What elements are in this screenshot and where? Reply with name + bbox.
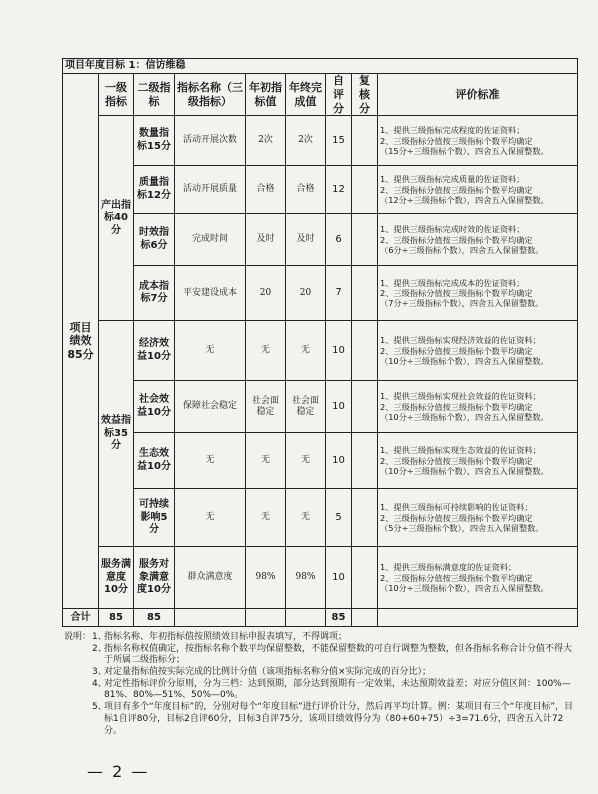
self-score: 15 <box>326 116 352 166</box>
review-score <box>352 166 378 214</box>
level2-cell: 成本指标7分 <box>134 266 175 321</box>
criteria-cell: 1、提供三级指标完成质量的佐证资料； 2、三级指标分值按三级指标个数平均确定 （12分÷三级指标个数），四舍五入保留整数。 <box>378 166 578 214</box>
indicator-name: 完成时间 <box>175 214 246 266</box>
total-level1: 85 <box>99 609 134 627</box>
level2-cell: 生态效益10分 <box>134 433 175 489</box>
initial-value: 2次 <box>246 116 286 166</box>
criteria-cell: 1、提供三级指标实现生态效益的佐证资料； 2、三级指标分值按三级指标个数平均确定 （10分÷三级指标个数），四舍五入保留整数。 <box>378 433 578 489</box>
group-benefit: 效益指标35分 <box>99 321 134 547</box>
table-row <box>63 321 578 381</box>
final-value: 20 <box>286 266 326 321</box>
indicator-name: 活动开展质量 <box>175 166 246 214</box>
initial-value: 无 <box>246 321 286 381</box>
criteria-cell: 1、提供三级指标满意度的佐证资料； 2、三级指标分值按三级指标个数平均确定 （10分÷三级指标个数），四舍五入保留整数。 <box>378 547 578 609</box>
total-self: 85 <box>326 609 352 627</box>
review-score <box>352 381 378 433</box>
final-value: 2次 <box>286 116 326 166</box>
notes-label: 说明： <box>64 632 92 642</box>
level2-cell: 服务对象满意度10分 <box>134 547 175 609</box>
total-label: 合计 <box>63 609 99 627</box>
empty-cell <box>378 609 578 627</box>
total-row <box>63 609 578 627</box>
final-value: 98% <box>286 547 326 609</box>
note-item: 2、 指标名称权值确定，按指标名称个数平均保留整数，不能保留整数的可自行调整为整数，但各指标名称合计分值不得大于所属二级指标分； <box>92 643 573 666</box>
self-score: 10 <box>326 547 352 609</box>
header-level1: 一级指标 <box>99 74 134 116</box>
note-item: 1、 指标名称、年初指标值按照绩效目标申报表填写，不得调项； <box>92 632 348 642</box>
self-score: 12 <box>326 166 352 214</box>
notes-section <box>64 632 574 737</box>
level1-cell: 服务满意度10分 <box>99 547 134 609</box>
self-score: 5 <box>326 489 352 547</box>
header-final: 年终完成值 <box>286 74 326 116</box>
final-value: 无 <box>286 321 326 381</box>
level2-cell: 社会效益10分 <box>134 381 175 433</box>
review-score <box>352 266 378 321</box>
group-project-performance: 项目绩效85分 <box>63 74 99 609</box>
initial-value: 社会面稳定 <box>246 381 286 433</box>
table-row <box>63 116 578 166</box>
header-name: 指标名称（三级指标） <box>175 74 246 116</box>
note-item: 4、 对定性指标评价分原则，分为三档：达到预期，部分达到预期有一定效果，未达预期效益差；对应分值区间：100%—81%、80%—51%、50%—0%。 <box>92 678 571 701</box>
level2-cell: 时效指标6分 <box>134 214 175 266</box>
self-score: 10 <box>326 433 352 489</box>
self-score: 7 <box>326 266 352 321</box>
final-value: 无 <box>286 489 326 547</box>
level2-cell: 可持续影响5分 <box>134 489 175 547</box>
table-row <box>63 266 578 321</box>
empty-cell <box>175 609 246 627</box>
initial-value: 98% <box>246 547 286 609</box>
level2-cell: 质量指标12分 <box>134 166 175 214</box>
indicator-name: 活动开展次数 <box>175 116 246 166</box>
criteria-cell: 1、提供三级指标完成程度的佐证资料； 2、三级指标分值按三级指标个数平均确定 （15分÷三级指标个数），四舍五入保留整数。 <box>378 116 578 166</box>
table-row <box>63 547 578 609</box>
review-score <box>352 214 378 266</box>
table-row <box>63 214 578 266</box>
initial-value: 及时 <box>246 214 286 266</box>
initial-value: 无 <box>246 433 286 489</box>
criteria-cell: 1、提供三级指标完成时效的佐证资料； 2、三级指标分值按三级指标个数平均确定 （6分÷三级指标个数），四舍五入保留整数。 <box>378 214 578 266</box>
empty-cell <box>286 609 326 627</box>
page-number: — 2 — <box>87 762 150 781</box>
final-value: 合格 <box>286 166 326 214</box>
final-value: 及时 <box>286 214 326 266</box>
indicator-name: 无 <box>175 489 246 547</box>
initial-value: 20 <box>246 266 286 321</box>
empty-cell <box>352 609 378 627</box>
criteria-cell: 1、提供三级指标可持续影响的佐证资料； 2、三级指标分值按三级指标个数平均确定 （5分÷三级指标个数），四舍五入保留整数。 <box>378 489 578 547</box>
self-score: 10 <box>326 381 352 433</box>
level2-cell: 经济效益10分 <box>134 321 175 381</box>
review-score <box>352 321 378 381</box>
table-row <box>63 433 578 489</box>
self-score: 10 <box>326 321 352 381</box>
level2-cell: 数量指标15分 <box>134 116 175 166</box>
criteria-cell: 1、提供三级指标完成成本的佐证资料； 2、三级指标分值按三级指标个数平均确定 （7分÷三级指标个数），四舍五入保留整数。 <box>378 266 578 321</box>
criteria-cell: 1、提供三级指标实现经济效益的佐证资料； 2、三级指标分值按三级指标个数平均确定 （10分÷三级指标个数），四舍五入保留整数。 <box>378 321 578 381</box>
review-score <box>352 547 378 609</box>
final-value: 社会面稳定 <box>286 381 326 433</box>
table-row <box>63 381 578 433</box>
initial-value: 合格 <box>246 166 286 214</box>
indicator-name: 无 <box>175 321 246 381</box>
total-level2: 85 <box>134 609 175 627</box>
table-row <box>63 489 578 547</box>
note-item: 3、 对定量指标值按实际完成的比例计分值（该项指标名称分值×实际完成的百分比）； <box>92 667 432 678</box>
table-row <box>63 166 578 214</box>
header-review: 复核分 <box>352 74 378 116</box>
final-value: 无 <box>286 433 326 489</box>
review-score <box>352 489 378 547</box>
indicator-name: 保障社会稳定 <box>175 381 246 433</box>
evaluation-table <box>62 58 578 627</box>
self-score: 6 <box>326 214 352 266</box>
review-score <box>352 433 378 489</box>
criteria-cell: 1、提供三级指标实现社会效益的佐证资料； 2、三级指标分值按三级指标个数平均确定 （10分÷三级指标个数），四舍五入保留整数。 <box>378 381 578 433</box>
header-criteria: 评价标准 <box>378 74 578 116</box>
note-item: 5、 项目有多个“年度目标”的，分别对每个“年度目标”进行评价计分，然后再平均计算。例：某项目有三个“年度目标”，目标1自评80分，目标2自评60分，目标3自评75分，该项目绩效得分为（80+60+75）÷3=71.6分，四舍五入计72分。 <box>92 702 573 736</box>
indicator-name: 群众满意度 <box>175 547 246 609</box>
header-initial: 年初指标值 <box>246 74 286 116</box>
indicator-name: 平安建设成本 <box>175 266 246 321</box>
group-output: 产出指标40分 <box>99 116 134 321</box>
header-level2: 二级指标 <box>134 74 175 116</box>
review-score <box>352 116 378 166</box>
initial-value: 无 <box>246 489 286 547</box>
indicator-name: 无 <box>175 433 246 489</box>
header-self: 自评分 <box>326 74 352 116</box>
table-title: 项目年度目标 1：信访维稳 <box>63 59 578 74</box>
empty-cell <box>246 609 286 627</box>
